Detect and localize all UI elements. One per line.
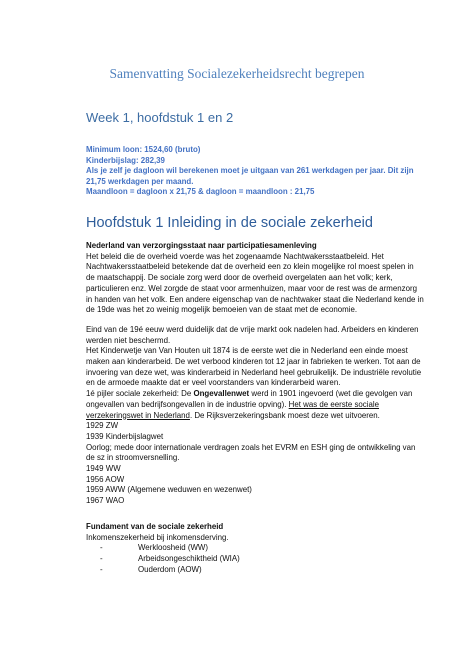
dash-marker: - [100, 553, 103, 563]
section-heading: Nederland van verzorgingsstaat naar participatiesamenleving [86, 241, 317, 250]
spacer [86, 507, 424, 522]
paragraph: Oorlog; mede door internationale verdragen zoals het EVRM en ESH ging de ontwikkeling van de sz in stroomversnelling. [86, 442, 416, 463]
document-title: Samenvatting Socialezekerheidsrecht begrepen [109, 66, 365, 81]
text-run: 1é pijler sociale zekerheid: De [86, 389, 194, 399]
document-body [86, 241, 424, 575]
child-benefit-line: Kinderbijslag: 282,39 [86, 155, 165, 165]
list-item-text: Ouderdom (AOW) [138, 564, 202, 574]
minimum-wage-line: Minimum loon: 1524,60 (bruto) [86, 145, 201, 154]
dash-marker: - [100, 543, 103, 553]
section-heading: Fundament van de sociale zekerheid [86, 521, 224, 531]
day-wage-note: Als je zelf je dagloon wil berekenen moet je uitgaan van 261 werkdagen per jaar. Dit zijn 21,75 werkdagen per maand. [86, 166, 414, 186]
text-run: werd in 1901 ingevoerd (wet die gevolgen van ongevallen van bedrijfsongevallen in de industrie opving). [86, 389, 413, 409]
bullet-list [86, 543, 424, 575]
timeline-item: 1929 ZW [86, 421, 119, 431]
timeline-item: 1967 WAO [86, 496, 125, 506]
law-name: Ongevallenwet [193, 389, 250, 399]
list-item [86, 554, 424, 565]
formula-line: Maandloon = dagloon x 21,75 & dagloon = maandloon : 21,75 [86, 187, 315, 197]
list-item [86, 565, 424, 576]
paragraph: Eind van de 19é eeuw werd duidelijk dat de vrije markt ook nadelen had. Arbeiders en kinderen werden niet beschermd. [86, 324, 419, 345]
chapter-heading: Hoofdstuk 1 Inleiding in de sociale zekerheid [86, 215, 373, 231]
timeline-item: 1949 WW [86, 464, 121, 474]
week-heading: Week 1, hoofdstuk 1 en 2 [86, 110, 234, 125]
list-item-text: Arbeidsongeschiktheid (WIA) [138, 553, 240, 563]
timeline-item: 1956 AOW [86, 474, 125, 484]
paragraph: Inkomenszekerheid bij inkomensderving. [86, 532, 229, 542]
list-item-text: Werkloosheid (WW) [138, 543, 209, 553]
spacer [86, 316, 424, 325]
list-item [86, 543, 424, 554]
paragraph [86, 389, 424, 421]
dash-marker: - [100, 564, 103, 574]
timeline-item: 1959 AWW (Algemene weduwen en wezenwet) [86, 485, 252, 495]
text-run: . De Rijksverzekeringsbank moest deze wet uitvoeren. [189, 410, 380, 420]
paragraph: Het Kinderwetje van Van Houten uit 1874 is de eerste wet die in Nederland een einde moest maken aan kinderarbeid. De wet verbood kinderen tot 12 jaar in fabrieken te werken. Tot aan de invoering van deze wet, was kinderarbeid in Nederland heel gebruikelijk. De industriële revolutie en de armoede maakte dat er veel voorstanders van kinderarbeid waren. [86, 346, 422, 388]
timeline-item: 1939 Kinderbijslagwet [86, 431, 164, 441]
paragraph: Het beleid die de overheid voerde was het zogenaamde Nachtwakersstaatbeleid. Het Nachtwakersstaatbeleid betekende dat de overheid een zo klein mogelijke rol moest spelen in de maatschappij. De sociale zorg werd door de overheid overgelaten aan het volk; kerk, particulieren enz. Wel zorgde de staat voor armenhuizen, maar voor de rest was de armenzorg in handen van het volk. Een andere eigenschap van de nachtwaker staat die Nederland kende in de 19de was het zo weinig mogelijk bemoeien van de staat met de economie. [86, 251, 424, 315]
highlight-notes [86, 145, 424, 198]
underlined-text: Het was de eerste sociale verzekeringswet in Nederland [86, 399, 380, 420]
